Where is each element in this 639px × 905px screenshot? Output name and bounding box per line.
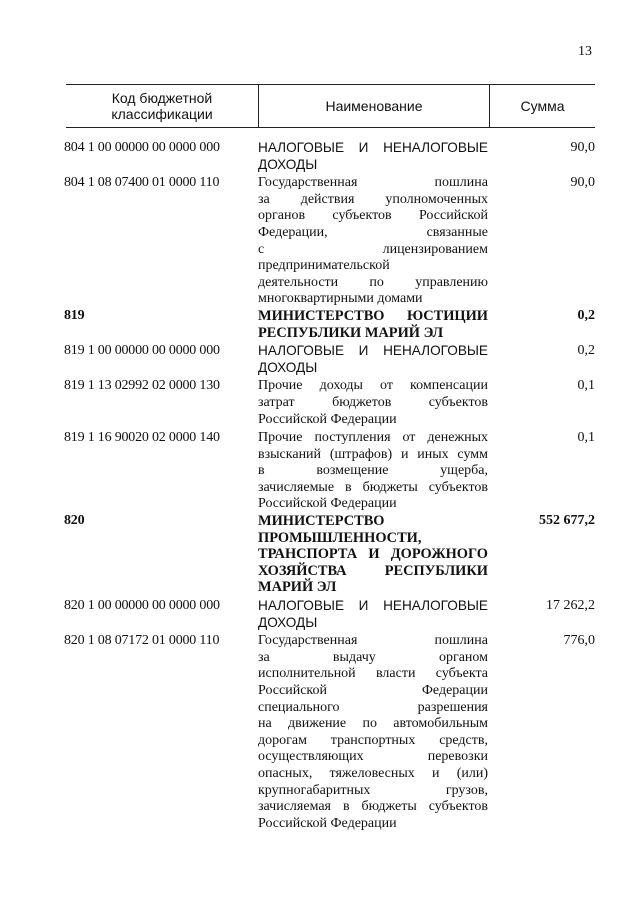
name-line: Прочие доходы от компенсации bbox=[258, 378, 488, 394]
budget-code-cell: 819 bbox=[64, 307, 85, 323]
name-line: на движение по автомобильным bbox=[258, 716, 488, 732]
name-line: НАЛОГОВЫЕ И НЕНАЛОГОВЫЕ bbox=[258, 343, 488, 359]
name-line: зачисляемые в бюджеты субъектов bbox=[258, 479, 488, 495]
name-cell bbox=[258, 598, 488, 631]
table-row bbox=[64, 633, 595, 832]
table-row bbox=[64, 378, 595, 428]
table-header bbox=[66, 84, 595, 128]
name-cell bbox=[258, 513, 488, 596]
name-line: дорогам транспортных средств, bbox=[258, 732, 488, 748]
sum-cell: 0,2 bbox=[577, 343, 595, 359]
name-cell bbox=[258, 633, 488, 832]
sum-cell: 0,2 bbox=[577, 307, 595, 323]
ministry-row bbox=[64, 513, 595, 596]
sum-cell: 90,0 bbox=[570, 175, 595, 191]
table-row bbox=[64, 175, 595, 308]
name-line: взысканий (штрафов) и иных сумм bbox=[258, 446, 488, 462]
name-line: за действия уполномоченных bbox=[258, 191, 488, 207]
column-header-code-line-1: Код бюджетной bbox=[111, 90, 213, 106]
name-line: ПРОМЫШЛЕННОСТИ, bbox=[258, 529, 422, 546]
name-line: опасных, тяжеловесных и (или) bbox=[258, 765, 488, 781]
table-body bbox=[64, 140, 595, 832]
name-cell bbox=[258, 343, 488, 376]
sum-cell: 552 677,2 bbox=[539, 513, 595, 529]
name-line: МАРИЙ ЭЛ bbox=[258, 579, 337, 596]
name-line: специального разрешения bbox=[258, 699, 488, 715]
name-line: осуществляющих перевозки bbox=[258, 749, 488, 765]
sum-cell: 776,0 bbox=[563, 633, 595, 649]
name-line: предпринимательской bbox=[258, 258, 390, 274]
name-line: Федерации, связанные bbox=[258, 224, 488, 240]
budget-code-cell: 820 bbox=[64, 513, 85, 529]
table-row bbox=[64, 343, 595, 376]
name-line: ХОЗЯЙСТВА РЕСПУБЛИКИ bbox=[258, 562, 488, 579]
name-line: Российской Федерации bbox=[258, 496, 397, 512]
name-line: МИНИСТЕРСТВО ЮСТИЦИИ bbox=[258, 307, 488, 324]
column-header-sum: Сумма bbox=[520, 98, 565, 114]
name-line: в возмещение ущерба, bbox=[258, 463, 488, 479]
sum-cell: 90,0 bbox=[570, 140, 595, 155]
column-header-name: Наименование bbox=[258, 85, 490, 127]
name-line: Российской Федерации bbox=[258, 815, 397, 831]
name-cell bbox=[258, 430, 488, 513]
name-line: исполнительной власти субъекта bbox=[258, 666, 488, 682]
name-line: деятельности по управлению bbox=[258, 274, 488, 290]
name-cell bbox=[258, 378, 488, 428]
budget-code-cell: 820 1 00 00000 00 0000 000 bbox=[64, 598, 220, 614]
name-line: многоквартирными домами bbox=[258, 291, 423, 307]
name-line: зачисляемая в бюджеты субъектов bbox=[258, 799, 488, 815]
name-cell bbox=[258, 308, 488, 341]
name-line: Государственная пошлина bbox=[258, 633, 488, 649]
name-line: с лицензированием bbox=[258, 241, 488, 257]
table-row bbox=[64, 430, 595, 513]
sum-cell: 0,1 bbox=[577, 430, 595, 446]
name-line: НАЛОГОВЫЕ И НЕНАЛОГОВЫЕ bbox=[258, 598, 488, 614]
name-line: ДОХОДЫ bbox=[258, 359, 318, 375]
column-header-code bbox=[66, 85, 258, 127]
budget-code-cell: 820 1 08 07172 01 0000 110 bbox=[64, 633, 220, 649]
budget-code-cell: 819 1 16 90020 02 0000 140 bbox=[64, 430, 220, 446]
budget-code-cell: 804 1 08 07400 01 0000 110 bbox=[64, 175, 220, 191]
name-line: затрат бюджетов субъектов bbox=[258, 394, 488, 410]
name-line: Государственная пошлина bbox=[258, 175, 488, 191]
budget-code-cell: 819 1 00 00000 00 0000 000 bbox=[64, 343, 220, 359]
name-line: ДОХОДЫ bbox=[258, 156, 318, 172]
table-row bbox=[64, 140, 595, 173]
page-number: 13 bbox=[578, 44, 592, 59]
name-line: крупногабаритных грузов, bbox=[258, 782, 488, 798]
name-line: Прочие поступления от денежных bbox=[258, 430, 488, 446]
name-line: Российской Федерации bbox=[258, 683, 488, 698]
name-cell bbox=[258, 140, 488, 173]
ministry-row bbox=[64, 308, 595, 341]
budget-code-cell: 804 1 00 00000 00 0000 000 bbox=[64, 140, 220, 155]
name-line: МИНИСТЕРСТВО bbox=[258, 513, 385, 530]
name-line: НАЛОГОВЫЕ И НЕНАЛОГОВЫЕ bbox=[258, 140, 488, 155]
table-row bbox=[64, 598, 595, 631]
name-line: Российской Федерации bbox=[258, 411, 397, 427]
sum-cell: 0,1 bbox=[577, 378, 595, 394]
name-line: ТРАНСПОРТА И ДОРОЖНОГО bbox=[258, 546, 488, 563]
column-header-code-line-2: классификации bbox=[111, 106, 213, 122]
name-cell bbox=[258, 175, 488, 308]
name-line: органов субъектов Российской bbox=[258, 208, 488, 224]
name-line: за выдачу органом bbox=[258, 649, 488, 665]
budget-code-cell: 819 1 13 02992 02 0000 130 bbox=[64, 378, 220, 394]
sum-cell: 17 262,2 bbox=[546, 598, 595, 614]
name-line: РЕСПУБЛИКИ МАРИЙ ЭЛ bbox=[258, 324, 444, 341]
name-line: ДОХОДЫ bbox=[258, 614, 318, 630]
